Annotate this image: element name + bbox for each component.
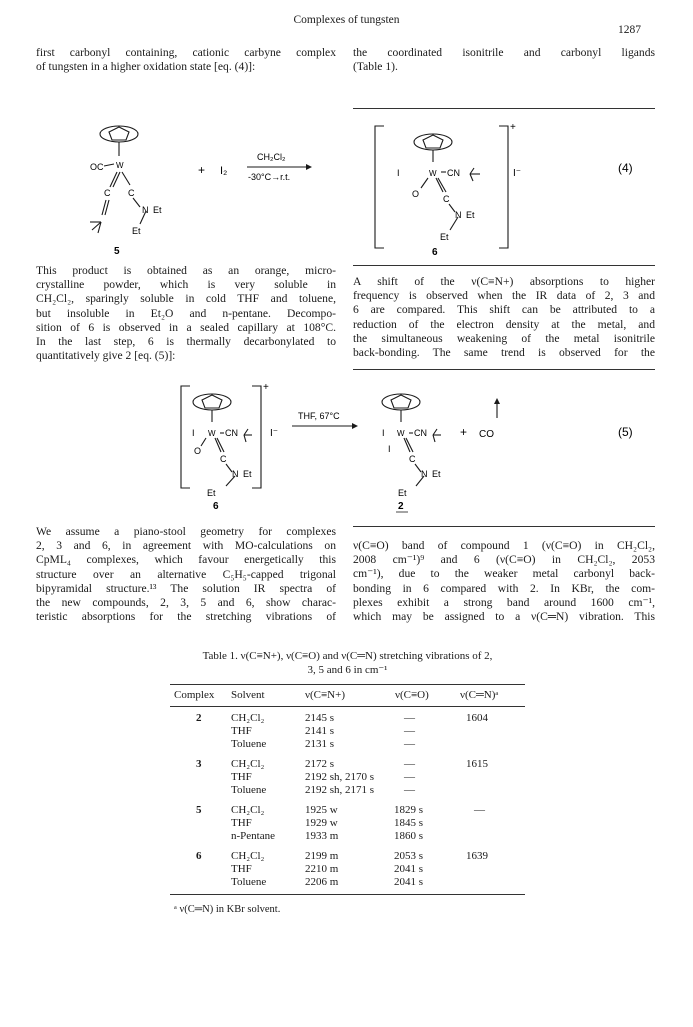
equation-number: (4) xyxy=(618,161,633,175)
table-footnote: ᵃ ν(C═N) in KBr solvent. xyxy=(174,904,281,915)
atom-n: N xyxy=(232,469,239,479)
text-line: 6 are compared. This shift can be attributed to a xyxy=(353,303,655,317)
equation-number: (5) xyxy=(618,425,633,439)
right-column-top xyxy=(353,46,655,74)
table-cell: THF xyxy=(231,771,252,783)
table-cell: 1860 s xyxy=(394,830,424,842)
atom-c: C xyxy=(443,194,450,204)
charge-plus: + xyxy=(263,382,269,393)
text-line: We assume a piano-stool geometry for complexes xyxy=(36,525,336,538)
table-complex-id: 6 xyxy=(196,850,202,862)
atom-w: W xyxy=(429,169,437,178)
table-cell: — xyxy=(404,771,415,783)
conditions-temperature: -30°C→r.t. xyxy=(248,172,291,182)
column-header: Solvent xyxy=(231,689,265,701)
product-co: CO xyxy=(479,429,494,440)
ir-data-table xyxy=(170,650,525,950)
table-cell: Toluene xyxy=(231,876,267,888)
column-header: ν(C≡O) xyxy=(395,689,429,701)
compound-label-6: 6 xyxy=(432,247,438,258)
atom-c: C xyxy=(220,454,227,464)
atom-cn: CN xyxy=(447,168,460,178)
atom-et: Et xyxy=(432,469,441,479)
text-line: This product is obtained as an orange, micro- xyxy=(36,264,336,277)
atom-w: W xyxy=(397,429,405,438)
atom-oc: O xyxy=(412,189,420,199)
table-cell: — xyxy=(404,725,415,737)
table-cell: 2053 s xyxy=(394,850,424,862)
text-line: which may be assigned to a ν(C═N) vibration. This xyxy=(353,610,655,624)
table-cell: 2141 s xyxy=(305,725,335,737)
reaction-scheme-5 xyxy=(0,376,693,516)
left-column-bottom xyxy=(36,525,336,624)
text-line: the coordinated isonitrile and carbonyl ligands xyxy=(353,46,655,59)
atom-n: N xyxy=(142,205,149,215)
text-line: 2, 3 and 6, in agreement with MO-calculations on xyxy=(36,539,336,553)
table-cell: 2192 sh, 2170 s xyxy=(305,771,375,783)
atom-n: N xyxy=(421,469,428,479)
atom-i: I xyxy=(192,428,195,438)
atom-et: Et xyxy=(398,488,407,498)
compound-label-5: 5 xyxy=(114,246,120,257)
table-complex-id: 2 xyxy=(196,712,202,724)
text-line: structure over an alternative C₅H₅-capped trigonal xyxy=(36,567,336,581)
atom-i: I xyxy=(382,428,385,438)
atom-w: W xyxy=(116,161,124,170)
text-line: sition of 6 is observed in a sealed capillary at 108°C. xyxy=(36,320,336,334)
table-cell: 2041 s xyxy=(394,863,424,875)
text-line: plexes exhibit a strong band around 1600 cm⁻¹, xyxy=(353,595,655,609)
table-cell: 1845 s xyxy=(394,817,424,829)
column-header: ν(C═N)ᵃ xyxy=(460,689,499,701)
counter-ion: I⁻ xyxy=(513,168,522,179)
atom-et: Et xyxy=(243,469,252,479)
table-cell: 1615 xyxy=(466,758,488,770)
text-line: 2008 cm⁻¹)⁹ and 6 (ν(C≡O) in CH₂Cl₂, 2053 xyxy=(353,553,655,567)
column-rule xyxy=(353,265,655,266)
atom-w: W xyxy=(208,429,216,438)
plus-sign: + xyxy=(198,163,206,177)
atom-et: Et xyxy=(466,210,475,220)
table-rule-bottom xyxy=(170,894,525,895)
compound-label-2: 2 xyxy=(398,501,404,512)
text-line: the simultaneous weakening of the metal isonitrile xyxy=(353,331,655,345)
complex-5-structure xyxy=(90,126,146,233)
text-line: In the last step, 6 is thermally decarbonylated to xyxy=(36,335,336,349)
table-cell: — xyxy=(404,784,415,796)
table-cell: CH₂Cl₂ xyxy=(231,712,265,724)
text-line: first carbonyl containing, cationic carbyne complex xyxy=(36,46,336,59)
table-cell: 1929 w xyxy=(305,817,338,829)
text-line: ν(C≡O) band of compound 1 (ν(C≡O) in CH₂Cl₂, xyxy=(353,539,655,552)
atom-et: Et xyxy=(440,232,449,242)
text-line: CH₂Cl₂, sparingly soluble in cold THF and toluene, xyxy=(36,292,336,306)
atom-et: Et xyxy=(207,488,216,498)
table-cell: THF xyxy=(231,817,252,829)
text-line: (Table 1). xyxy=(353,60,398,74)
table-rule-top xyxy=(170,684,525,685)
text-line: CpML₄ complexes, which favour energetically this xyxy=(36,553,336,567)
table-cell: 2206 m xyxy=(305,876,339,888)
right-column-mid xyxy=(353,275,655,360)
charge-plus: + xyxy=(510,122,516,133)
atom-n: N xyxy=(455,210,462,220)
text-line: but insoluble in Et₂O and n-pentane. Decompo- xyxy=(36,306,336,320)
table-cell: — xyxy=(404,738,415,750)
left-column-top xyxy=(36,46,336,74)
table-cell: THF xyxy=(231,725,252,737)
text-line: back-bonding. The same trend is observed for the xyxy=(353,346,655,360)
table-cell: n-Pentane xyxy=(231,830,275,842)
reagent-i2: I₂ xyxy=(220,165,228,177)
atom-et: Et xyxy=(153,205,162,215)
running-title: Complexes of tungsten xyxy=(293,14,400,26)
conditions-thf: THF, 67°C xyxy=(298,411,340,421)
atom-oc: OC xyxy=(90,162,104,172)
text-line: bonding in 6 compared with 2. In KBr, the com- xyxy=(353,581,655,595)
table-cell: Toluene xyxy=(231,784,267,796)
table-cell: 1925 w xyxy=(305,804,338,816)
column-rule xyxy=(353,526,655,527)
table-cell: — xyxy=(404,758,415,770)
atom-et: Et xyxy=(132,226,141,236)
atom-cn: CN xyxy=(225,428,238,438)
table-complex-id: 3 xyxy=(196,758,202,770)
table-cell: 1933 m xyxy=(305,830,339,842)
table-cell: 2145 s xyxy=(305,712,335,724)
atom-oc: O xyxy=(194,446,202,456)
table-cell: 2041 s xyxy=(394,876,424,888)
complex-6-structure xyxy=(375,126,508,248)
table-cell: 2210 m xyxy=(305,863,339,875)
text-line: quantitatively give 2 [eq. (5)]: xyxy=(36,349,176,363)
table-cell: 2192 sh, 2171 s xyxy=(305,784,375,796)
atom-c: C xyxy=(128,188,135,198)
arrow-head-icon xyxy=(306,164,312,170)
page-number: 1287 xyxy=(618,24,641,36)
table-caption: Table 1. ν(C≡N+), ν(C≡O) and ν(C═N) stretching vibrations of 2, xyxy=(202,650,493,662)
table-cell: THF xyxy=(231,863,252,875)
column-header: Complex xyxy=(174,689,215,701)
left-column-mid xyxy=(36,264,336,363)
table-cell: CH₂Cl₂ xyxy=(231,804,265,816)
table-cell: 2172 s xyxy=(305,758,335,770)
atom-i: I xyxy=(397,168,400,178)
text-line: reduction of the electron density at the metal, and xyxy=(353,317,655,331)
table-cell: Toluene xyxy=(231,738,267,750)
table-cell: 1639 xyxy=(466,850,488,862)
text-line: crystalline powder, which is very soluble in xyxy=(36,278,336,292)
text-line: A shift of the ν(C≡N+) absorptions to higher xyxy=(353,275,655,288)
text-line: the new compounds, 2, 3, 5 and 6, show charac- xyxy=(36,596,336,610)
table-complex-id: 5 xyxy=(196,804,202,816)
compound-label-6: 6 xyxy=(213,501,219,512)
table-cell: 1829 s xyxy=(394,804,424,816)
table-cell: 2131 s xyxy=(305,738,335,750)
text-line: frequency is observed when the IR data of 2, 3 and xyxy=(353,289,655,303)
atom-c: C xyxy=(104,188,111,198)
column-rule xyxy=(353,369,655,370)
atom-cn: CN xyxy=(414,428,427,438)
table-cell: 1604 xyxy=(466,712,488,724)
reaction-scheme-4 xyxy=(0,112,693,258)
counter-ion: I⁻ xyxy=(270,428,279,439)
column-header: ν(C≡N+) xyxy=(305,689,345,701)
atom-i: I xyxy=(388,444,391,454)
table-cell: 2199 m xyxy=(305,850,339,862)
text-line: cm⁻¹), due to the weaker metal carbonyl back- xyxy=(353,567,655,581)
text-line: bipyramidal structure.¹³ The solution IR spectra of xyxy=(36,581,336,595)
plus-sign: + xyxy=(460,425,468,439)
conditions-solvent: CH₂Cl₂ xyxy=(257,152,286,162)
atom-c: C xyxy=(409,454,416,464)
column-rule xyxy=(353,108,655,109)
table-caption: 3, 5 and 6 in cm⁻¹ xyxy=(307,664,388,676)
text-line: teristic absorptions for the stretching vibrations of xyxy=(36,610,336,624)
text-line: of tungsten in a higher oxidation state [eq. (4)]: xyxy=(36,60,256,74)
right-column-bottom xyxy=(353,539,655,624)
table-cell: CH₂Cl₂ xyxy=(231,758,265,770)
table-cell: CH₂Cl₂ xyxy=(231,850,265,862)
arrow-head-icon xyxy=(352,423,358,429)
table-cell: — xyxy=(474,804,485,816)
table-cell: — xyxy=(404,712,415,724)
table-rule-header xyxy=(170,706,525,707)
up-arrow-icon xyxy=(494,398,500,404)
